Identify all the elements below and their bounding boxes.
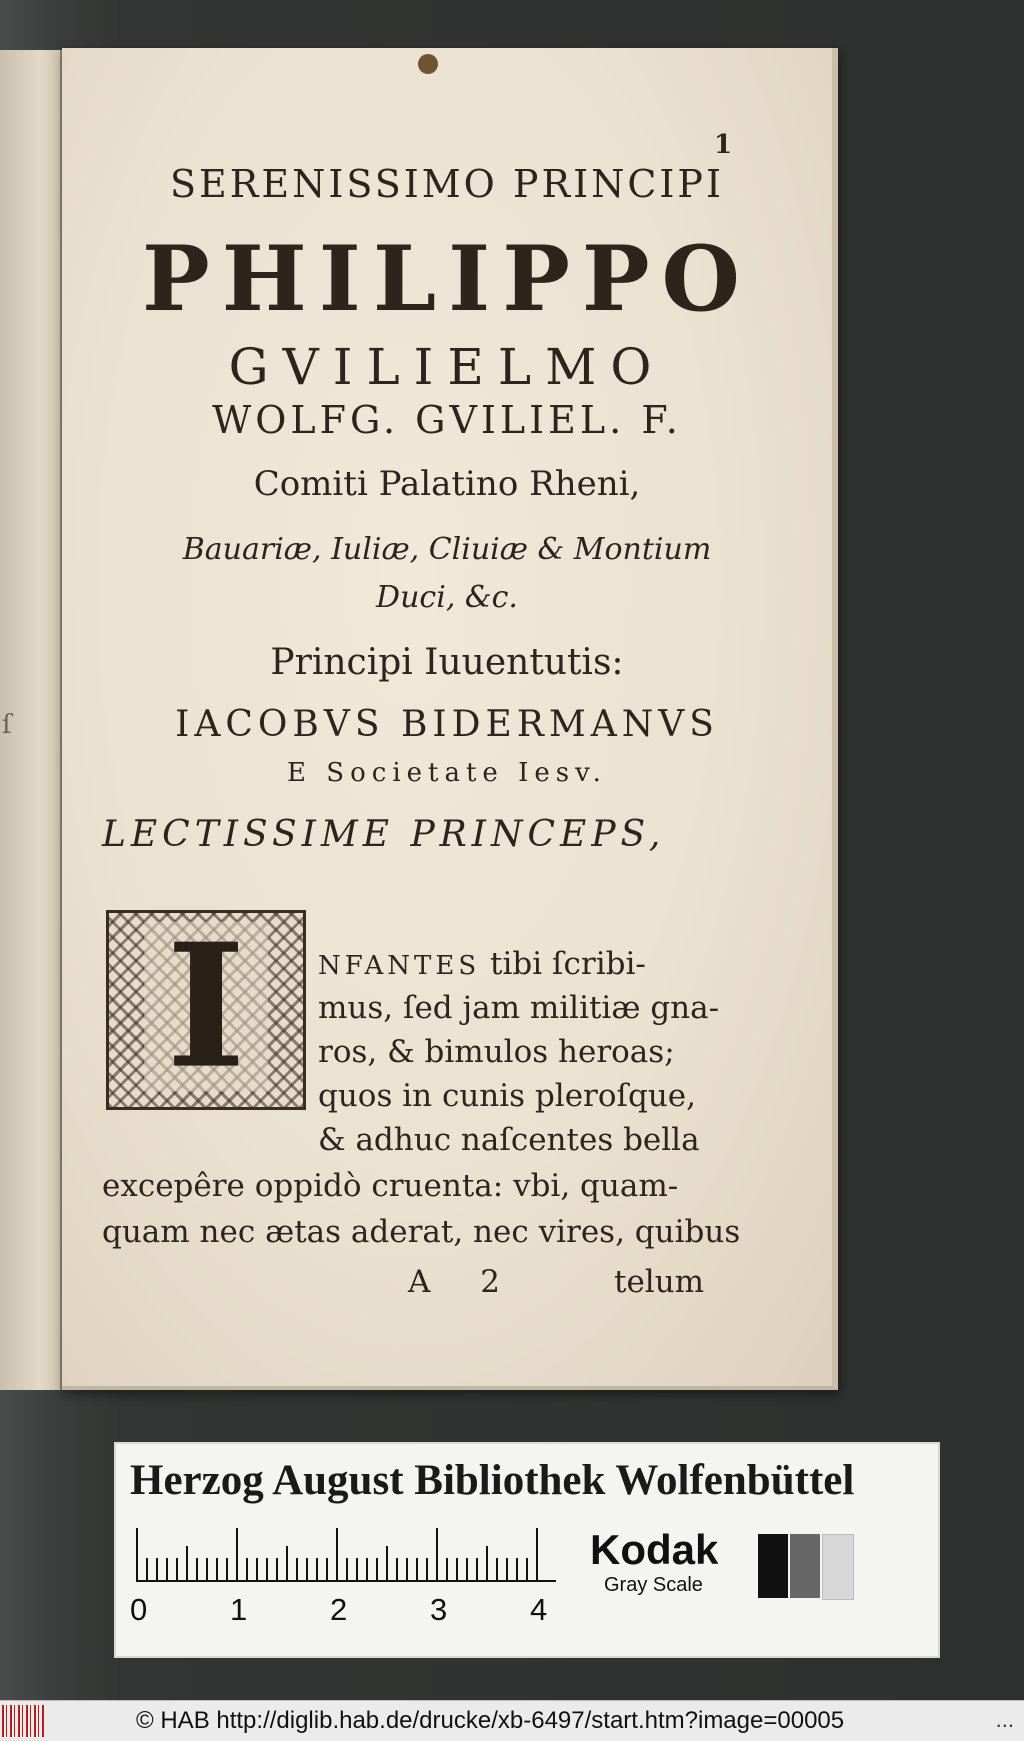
ruler-tick — [296, 1558, 298, 1580]
dedication-line-5: Comiti Palatino Rheni, — [253, 464, 641, 504]
ruler-tick — [166, 1558, 168, 1580]
catchword: telum — [614, 1264, 705, 1300]
ruler-tick — [216, 1558, 218, 1580]
ruler-tick — [476, 1558, 478, 1580]
gray-scale-label: Gray Scale — [604, 1574, 703, 1596]
body-line-7: quam nec ætas aderat, nec vires, quibus — [102, 1214, 741, 1250]
dedication-line-1: SERENISSIMO PRINCIPI — [169, 162, 725, 206]
ruler-tick — [196, 1558, 198, 1580]
ruler-tick — [326, 1558, 328, 1580]
ruler-tick — [336, 1528, 338, 1580]
footer-more-indicator: ... — [995, 1707, 1014, 1732]
dedication-line-8: Principi Iuuentutis: — [270, 642, 624, 683]
dedication-line-3: GVILIELMO — [228, 338, 666, 396]
author-order: E Societate Iesv. — [287, 758, 607, 788]
body-line-4: quos in cunis pleroſque, — [318, 1078, 697, 1114]
body-line-6: excepêre oppidò cruenta: vbi, quam- — [102, 1168, 679, 1204]
dedication-line-4: WOLFG. GVILIEL. F. — [212, 398, 682, 442]
ruler-tick — [256, 1558, 258, 1580]
salutation: LECTISSIME PRINCEPS, — [102, 814, 666, 855]
dedication-line-7: Duci, &c. — [376, 580, 518, 615]
ruler-tick — [356, 1558, 358, 1580]
ruler-number-4: 4 — [530, 1592, 548, 1627]
body-line-1: NFANTES tibi ſcribi- — [318, 946, 646, 982]
ruler-tick — [536, 1528, 538, 1580]
ruler-tick — [456, 1558, 458, 1580]
ruler-tick — [466, 1558, 468, 1580]
color-scale-card — [114, 1442, 940, 1658]
ruler-tick — [496, 1558, 498, 1580]
ruler-tick — [376, 1558, 378, 1580]
dedication-name: PHILIPPO — [142, 226, 752, 332]
ruler-tick — [516, 1558, 518, 1580]
ruler-tick — [136, 1528, 138, 1580]
ruler-tick — [206, 1558, 208, 1580]
ruler-tick — [446, 1558, 448, 1580]
book-page — [62, 48, 838, 1390]
dedication-line-6: Bauariæ, Iuliæ, Cliuiæ & Montium — [182, 532, 712, 567]
ruler-tick — [236, 1528, 238, 1580]
ruler-number-2: 2 — [330, 1592, 348, 1627]
body-line-3: ros, & bimulos heroas; — [318, 1034, 675, 1070]
ruler-tick — [526, 1558, 528, 1580]
decorated-initial — [106, 906, 306, 1110]
ruler-tick — [186, 1546, 188, 1580]
body-line-5: & adhuc naſcentes bella — [318, 1122, 700, 1158]
body-line-2: mus, ſed jam militiæ gna- — [318, 990, 720, 1026]
gray-patch-mid — [790, 1534, 820, 1598]
body-smallcaps: NFANTES — [318, 951, 481, 981]
ruler-tick — [156, 1558, 158, 1580]
ruler-tick — [276, 1558, 278, 1580]
footer-copyright-url[interactable]: © HAB http://diglib.hab.de/drucke/xb-6497/start.htm?image=00005 — [136, 1707, 845, 1734]
ruler-tick — [306, 1558, 308, 1580]
facing-page-edge — [0, 50, 63, 1390]
facing-page-fragment: ſ — [2, 710, 12, 740]
ruler-tick — [436, 1528, 438, 1580]
ruler-tick — [406, 1558, 408, 1580]
wormhole-mark — [418, 54, 438, 74]
kodak-logo: Kodak — [590, 1526, 719, 1573]
ruler-tick — [506, 1558, 508, 1580]
ruler — [136, 1528, 576, 1598]
ruler-tick — [396, 1558, 398, 1580]
ruler-tick — [366, 1558, 368, 1580]
ruler-tick — [416, 1558, 418, 1580]
ruler-tick — [176, 1558, 178, 1580]
footer-bar — [0, 1700, 1024, 1741]
barcode-icon — [2, 1705, 46, 1737]
ruler-tick — [246, 1558, 248, 1580]
ruler-tick — [486, 1546, 488, 1580]
signature-mark: A 2 — [408, 1264, 520, 1300]
library-name: Herzog August Bibliothek Wolfenbüttel — [130, 1457, 855, 1504]
ruler-tick — [426, 1558, 428, 1580]
ruler-tick — [386, 1546, 388, 1580]
ruler-tick — [346, 1558, 348, 1580]
author-name: IACOBVS BIDERMANVS — [175, 704, 719, 745]
ruler-tick — [266, 1558, 268, 1580]
gray-patch-black — [758, 1534, 788, 1598]
ruler-tick — [226, 1558, 228, 1580]
ruler-baseline — [136, 1580, 556, 1582]
initial-letter: I — [144, 922, 268, 1092]
ruler-number-1: 1 — [230, 1592, 248, 1627]
folio-number: 1 — [714, 130, 733, 160]
ruler-number-3: 3 — [430, 1592, 448, 1627]
gray-patch-light — [822, 1534, 854, 1600]
ruler-tick — [146, 1558, 148, 1580]
ruler-tick — [316, 1558, 318, 1580]
ruler-tick — [286, 1546, 288, 1580]
ruler-number-0: 0 — [130, 1592, 148, 1627]
